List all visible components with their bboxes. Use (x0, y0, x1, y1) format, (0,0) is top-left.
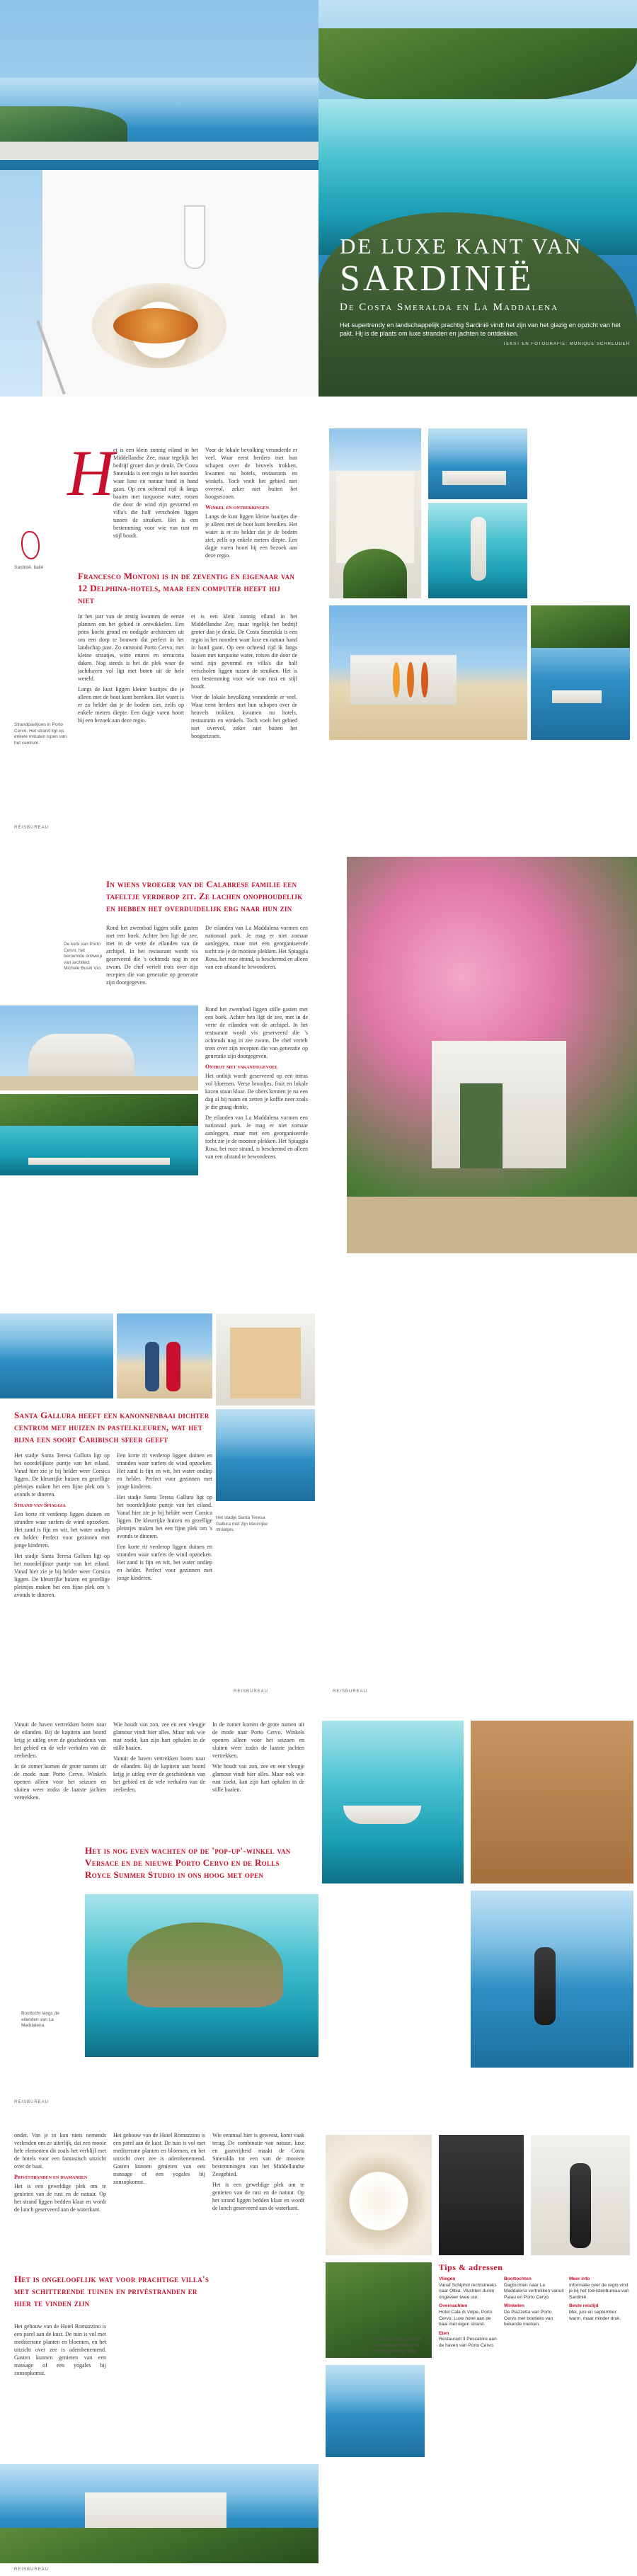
column-3: Wie eenmaal hier is geweest, komt vaak terug. De combinatie van natuur, luxe en gastvrijheid maakt de Costa Smeralda tot een van de mooiste bestemmingen van het Middellandse Zeegebied. Het is een geweldige plek om te genieten van de rust en de natuur. Op het strand liggen bedden klaar en wordt de lunch geserveerd aan de waterkant. (212, 2132, 304, 2211)
page-right (318, 2124, 637, 2576)
intro-text: et is een klein zonnig eiland in het Middellandse Zee, maar tegelijk het bedrijf groter dan je denkt. De Costa Smeralda is een regio in het noorden waar luxe en natuur hand in hand gaan. Op een ochtend rijd ik langs baaien met turquoise water, rotsen die door de wind zijn gevormd en villa's die half verscholen liggen tussen de struiken. Het is een bestemming voor wie van rust en stijl houdt. (113, 447, 198, 539)
title-credit: TEKST EN FOTOGRAFIE: MONIQUE SCHREUDER (503, 342, 630, 347)
page-left (0, 1303, 318, 1699)
column-2: Wie houdt van zon, zee en een vleugje glamour vindt hier alles. Maar ook wie rust zoekt, kan zijn hart ophalen in de stille baaien. Vanuit de haven vertrekken boten naar de eilanden. Bij de kapitein aan boord krijg je uitleg over de geschiedenis van het gebied en de vele verhalen van de zeelieden. (113, 1721, 205, 1793)
sailor-photo (471, 1891, 633, 2068)
dessert-photo (326, 2135, 432, 2255)
rock-coast-photo (85, 1894, 318, 2057)
pull-quote: Het is ongelooflijk wat voor prachtige villa's met schitterende tuinen en privéstranden er hier te vinden zijn (14, 2274, 210, 2308)
title-lead: Het supertrendy en landschappelijk prachtig Sardinië vindt het zijn van het glazig en opzicht van het pakt. Hij is de plaats om luxe stranden en jachten te ontdekken. (340, 321, 621, 338)
map-caption: Sardinië, Italië (14, 565, 44, 570)
bay-photo-1 (0, 1313, 113, 1398)
caption: Boottocht langs de eilanden van La Maddalena. (21, 2011, 59, 2028)
tips-column-3: Meer info Informatie over de regio vind je bij het toeristenbureau van Sardinië. Beste reistijd Mei, juni en september: warm, maar minder druk. (569, 2276, 629, 2321)
column-2: Voor de lokale bevolking veranderde er veel. Waar eerst herders met hun schapen over de heuvels trokken, kwamen nu hotels, restaurants en winkels. Toch voelt het gebied niet overvol, zeker niet buiten het hoogseizoen. Winkel en ontdekkingen Langs de kust liggen kleine baaitjes die je alleen met de boot kunt bereiken. Het water is er zo helder dat je de bodem ziet, zelfs op enkele meters diepte. Een dagje varen hoort bij een bezoek aan deze regio. (205, 447, 297, 559)
page-left (0, 2124, 318, 2576)
title-line-2: SARDINIË (340, 258, 534, 299)
spread-5 (0, 1714, 637, 2110)
bougainvillea-photo (347, 857, 637, 1253)
harbour-evening-photo (326, 2365, 425, 2457)
article-title-block (340, 234, 630, 346)
colourful-house-photo (216, 1313, 315, 1406)
beach-kiosk-photo (329, 605, 527, 740)
woman-harbour-photo (428, 503, 527, 598)
surf-photo (216, 1409, 315, 1501)
page-right (318, 1303, 637, 1699)
pull-quote: In wiens vroeger van de Calabrese familie een tafeltje verderop zit. Ze lachen onophoudelijk en hebben het overduidelijk erg naar hun zin (106, 879, 303, 913)
column-2: Een korte rit verderop liggen duinen en stranden waar surfers de wind opzoeken. Het zand is fijn en wit, het water ondiep en helder. Perfect voor gezinnen met jonge kinderen. Het stadje Santa Teresa Gallura ligt op het noordelijkste puntje van het eiland. Vanaf hier zie je bij helder weer Corsica liggen. De kleurrijke huizen en gezellige pleintjes maken het een fijne plek om 's avonds te dineren. Een korte rit verderop liggen duinen en stranden waar surfers de wind opzoeken. Het zand is fijn en wit, het water ondiep en helder. Perfect voor gezinnen met jonge kinderen. (117, 1452, 212, 1581)
sardinia-map (21, 531, 40, 559)
pull-quote: Santa Gallura heeft een kanonnenbaai dichter centrum met huizen in pastelkleuren, wat het bijna een soort Caribisch sfeer geeft (14, 1410, 210, 1444)
folio-left: REISBUREAU (14, 2568, 50, 2572)
page-left (0, 425, 318, 836)
folio-left: REISBUREAU (14, 2100, 50, 2104)
spread-opening (0, 0, 637, 397)
page-right (318, 1714, 637, 2110)
folio-left: REISBUREAU (14, 826, 50, 830)
caption: Het stadje Santa Teresa Gallura met zijn kleurrijke straatjes. (216, 1515, 268, 1532)
drop-cap: H (67, 437, 115, 509)
side-caption: Strandpaviljoen in Porto Cervo. Het strand ligt op enkele minuten lopen van het centrum. (14, 722, 67, 746)
restaurant-photo (0, 0, 318, 397)
title-line-3: De Costa Smeralda en La Maddalena (340, 302, 559, 313)
waiter-photo (531, 2135, 630, 2255)
folio-left: REISBUREAU (234, 1689, 269, 1694)
folio-right: REISBUREAU (333, 1689, 368, 1694)
column-1: Het stadje Santa Teresa Gallura ligt op het noordelijkste puntje van het eiland. Vanaf hier zie je bij helder weer Corsica liggen. De kleurrijke huizen en gezellige pleintjes maken het een fijne plek om 's avonds te dineren. Strand van Spiaggia Een korte rit verderop liggen duinen en stranden waar surfers de wind opzoeken. Het zand is fijn en wit, het water ondiep en helder. Perfect voor gezinnen met jonge kinderen. Het stadje Santa Teresa Gallura ligt op het noordelijkste puntje van het eiland. Vanaf hier zie je bij helder weer Corsica liggen. De kleurrijke huizen en gezellige pleintjes maken het een fijne plek om 's avonds te dineren. (14, 1452, 110, 1598)
people-photo (117, 1313, 212, 1398)
pool-photo (0, 1094, 198, 1175)
page-right (318, 425, 637, 836)
spread-3 (0, 857, 637, 1282)
column-4: Het gebouw van de Hotel Romazzino is een parel aan de kust. De tuin is vol met mediterrane planten en bloemen, en het uitzicht over zee is adembenemend. Gasten kunnen genieten van een massage of een yogales bij zonsopkomst. (14, 2323, 106, 2376)
white-building-photo (329, 428, 421, 598)
villa-photo (0, 2464, 318, 2563)
column-4: et is een klein zonnig eiland in het Middellandse Zee, maar tegelijk het bedrijf groter dan je denkt. De Costa Smeralda is een regio in het noorden waar luxe en natuur hand in hand gaan. Op een ochtend rijd ik langs baaien met turquoise water, rotsen die door de wind zijn gevormd en villa's die half verscholen liggen tussen de struiken. Het is een bestemming voor wie van rust en stijl houdt. Voor de lokale bevolking veranderde er veel. Waar eerst herders met hun schapen over de heuvels trokken, kwamen nu hotels, restaurants en winkels. Toch voelt het gebied niet overvol, zeker niet buiten het hoogseizoen. (191, 613, 297, 739)
column-1: Vanuit de haven vertrekken boten naar de eilanden. Bij de kapitein aan boord krijg je uitleg over de geschiedenis van het gebied en de vele verhalen van de zeelieden. In de zomer komen de grote namen uit de mode naar Porto Cervo. Winkels openen alleen voor het seizoen en sluiten weer zodra de laatste jachten vertrekken. (14, 1721, 106, 1801)
pull-quote: Francesco Montoni is in de zeventig en eigenaar van 12 Delphina-hotels, maar een computer heeft hij niet (78, 571, 295, 605)
page-left (0, 1714, 318, 2110)
church-photo (0, 1005, 198, 1090)
restaurant-interior-photo (439, 2135, 524, 2255)
page-left (0, 857, 318, 1282)
boats-photo (531, 605, 630, 740)
caption: Cala di Volpe. Een van de fraaiste hotels met uitzicht over de baai. (375, 2337, 422, 2354)
harbour-photo (428, 428, 527, 499)
page-right (318, 857, 637, 1282)
spread-6 (0, 2124, 637, 2576)
column-2: Het gebouw van de Hotel Romazzino is een parel aan de kust. De tuin is vol met mediterrane planten en bloemen, en het uitzicht over zee is adembenemend. Gasten kunnen genieten van een massage of een yogales bij zonsopkomst. (113, 2132, 205, 2185)
column-1: onder. Van je in kon niets nemends verlenden om ze uiterlijk, dat een mooie hele elementen dit zoals het verblijf met de hotels voor een fantastisch uitzicht over de baai. Privéstranden en diamanden Het is een geweldige plek om te genieten van de rust en de natuur. Op het strand liggen bedden klaar en wordt de lunch geserveerd aan de waterkant. (14, 2132, 106, 2213)
column-1: Rond het zwembad liggen stille gasten met een boek. Achter hen ligt de zee, met in de verte de eilanden van de archipel. In het restaurant wordt vis geserveerd die 's ochtends nog in zee zwom. De chef vertelt trots over zijn recepten die van generatie op generatie zijn doorgegeven. (106, 925, 198, 986)
title-line-1: DE LUXE KANT VAN (340, 234, 583, 258)
tips-column-1: Vliegen Vanaf Schiphol rechtstreeks naar Olbia. Vluchten duren ongeveer twee uur. Overnachten Hotel Cala di Volpe, Porto Cervo. Luxe hotel aan de baai met eigen strand. Eten Restaurant Il Pescatore aan de haven van Porto Cervo. (439, 2276, 497, 2348)
tips-heading: Tips & adressen (439, 2262, 503, 2272)
church-caption: De kerk van Porto Cervo, het beroemde ontwerp van architect Michele Busiri Vici. (64, 942, 103, 971)
column-3: Rond het zwembad liggen stille gasten met een boek. Achter hen ligt de zee, met in de verte de eilanden van de archipel. In het restaurant wordt vis geserveerd die 's ochtends nog in zee zwom. De chef vertelt trots over zijn recepten die van generatie op generatie zijn doorgegeven. Ontbijt met vakantiegevoel Het ontbijt wordt geserveerd op een terras vol bloemen. Verse broodjes, fruit en lokale kazen staan klaar. De obers kennen je na een dag al bij naam en zetten je koffie neer zoals je die graag drinkt. De eilanden van La Maddalena vormen een nationaal park. Je mag er niet zomaar aanleggen, maar met een georganiseerde tocht zie je de mooiste plekken. Het Spiaggia Rosa, het roze strand, is beschermd en alleen van een afstand te bewonderen. (205, 1006, 308, 1160)
column-2: De eilanden van La Maddalena vormen een nationaal park. Je mag er niet zomaar aanleggen, maar met een georganiseerde tocht zie je de mooiste plekken. Het Spiaggia Rosa, het roze strand, is beschermd en alleen van een afstand te bewonderen. (205, 925, 308, 970)
boat-sea-photo (322, 1721, 464, 1883)
column-3: In de zomer komen de grote namen uit de mode naar Porto Cervo. Winkels openen alleen voor het seizoen en sluiten weer zodra de laatste jachten vertrekken. Wie houdt van zon, zee en een vleugje glamour vindt hier alles. Maar ook wie rust zoekt, kan zijn hart ophalen in de stille baaien. (212, 1721, 304, 1793)
surfboards-photo (471, 1721, 633, 1883)
spread-4 (0, 1303, 637, 1699)
column-3: In het jaar van de zestig kwamen de eerste plannen om het gebied te ontwikkelen. Een prins kocht grond en nodigde architecten uit om een dorp te bouwen dat perfect in het landschap past. Zo ontstond Porto Cervo, met kleine straatjes, witte muren en terracotta daken. Nog steeds is het de plek waar de jachthaven vol ligt met boten uit de hele wereld. Langs de kust liggen kleine baaitjes die je alleen met de boot kunt bereiken. Het water is er zo helder dat je de bodem ziet, zelfs op enkele meters diepte. Een dagje varen hoort bij een bezoek aan deze regio. (78, 613, 184, 724)
tips-column-2: Boottochten Dagtochten naar La Maddalena vertrekken vanuit Palau en Porto Cervo. Winkelen De Piazzetta van Porto Cervo met boetieks van bekende merken. (504, 2276, 564, 2327)
spread-2 (0, 425, 637, 836)
pull-quote: Het is nog even wachten op de 'pop-up'-winkel van Versace en de nieuwe Porto Cervo en de Rolls Royce Summer Studio in ons hoog met open (85, 1845, 291, 1880)
